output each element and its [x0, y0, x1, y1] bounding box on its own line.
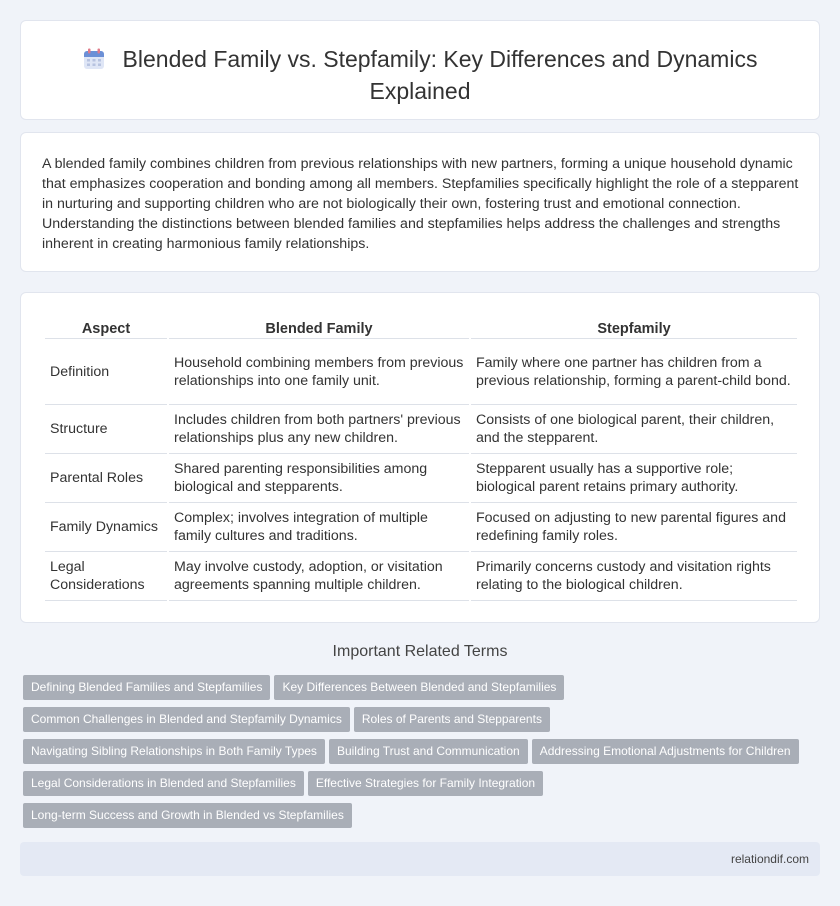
- title-card: [20, 20, 820, 120]
- related-term-tag[interactable]: Effective Strategies for Family Integration: [308, 771, 543, 796]
- table-cell-aspect: Parental Roles: [45, 454, 167, 503]
- table-cell-blended: May involve custody, adoption, or visitation agreements spanning multiple children.: [169, 552, 469, 601]
- table-cell-stepfamily: Consists of one biological parent, their children, and the stepparent.: [471, 405, 797, 454]
- table-row: [45, 503, 797, 552]
- table-cell-stepfamily: Focused on adjusting to new parental figures and redefining family roles.: [471, 503, 797, 552]
- related-term-tag[interactable]: Addressing Emotional Adjustments for Children: [532, 739, 799, 764]
- table-cell-blended: Complex; involves integration of multiple family cultures and traditions.: [169, 503, 469, 552]
- comparison-card: [20, 292, 820, 623]
- footer-site-link[interactable]: relationdif.com: [730, 852, 809, 866]
- related-term-tag[interactable]: Roles of Parents and Stepparents: [354, 707, 550, 732]
- related-term-tag[interactable]: Legal Considerations in Blended and Stepfamilies: [23, 771, 304, 796]
- calendar-icon: [83, 48, 105, 77]
- related-term-tag[interactable]: Navigating Sibling Relationships in Both Family Types: [23, 739, 325, 764]
- footer: [20, 842, 820, 876]
- table-cell-aspect: Legal Considerations: [45, 552, 167, 601]
- table-cell-aspect: Structure: [45, 405, 167, 454]
- table-cell-stepfamily: Family where one partner has children from a previous relationship, forming a parent-child bond.: [471, 339, 797, 405]
- related-terms-list: [23, 675, 813, 835]
- header-aspect: Aspect: [45, 315, 167, 339]
- table-cell-blended: Shared parenting responsibilities among biological and stepparents.: [169, 454, 469, 503]
- table-row: [45, 405, 797, 454]
- intro-card: [20, 132, 820, 272]
- header-blended-family: Blended Family: [169, 315, 469, 339]
- table-row: [45, 339, 797, 405]
- related-terms-title: Important Related Terms: [332, 643, 508, 660]
- table-cell-aspect: Family Dynamics: [45, 503, 167, 552]
- table-cell-aspect: Definition: [45, 339, 167, 405]
- page-title-wrap: [21, 45, 819, 106]
- table-cell-blended: Includes children from both partners' previous relationships plus any new children.: [169, 405, 469, 454]
- table-row: [45, 454, 797, 503]
- intro-paragraph: A blended family combines children from previous relationships with new partners, forming a unique household dynamic that emphasizes cooperation and bonding among all members. Stepfamilies specifically highlight the role of a stepparent in nurturing and supporting children who are not biologically their own, fostering trust and emotional connection. Understanding the distinctions between blended families and stepfamilies helps address the challenges and strengths inherent in creating harmonious family relationships.: [42, 156, 799, 252]
- related-term-tag[interactable]: Long-term Success and Growth in Blended vs Stepfamilies: [23, 803, 352, 828]
- related-term-tag[interactable]: Common Challenges in Blended and Stepfamily Dynamics: [23, 707, 350, 732]
- table-header-row: [45, 315, 797, 339]
- related-term-tag[interactable]: Key Differences Between Blended and Stepfamilies: [274, 675, 564, 700]
- related-term-tag[interactable]: Building Trust and Communication: [329, 739, 528, 764]
- page-title: Blended Family vs. Stepfamily: Key Differences and Dynamics Explained: [122, 46, 758, 104]
- related-term-tag[interactable]: Defining Blended Families and Stepfamilies: [23, 675, 270, 700]
- table-cell-stepfamily: Primarily concerns custody and visitation rights relating to the biological children.: [471, 552, 797, 601]
- table-row: [45, 552, 797, 601]
- comparison-table: [43, 315, 799, 601]
- header-stepfamily: Stepfamily: [471, 315, 797, 339]
- table-cell-stepfamily: Stepparent usually has a supportive role; biological parent retains primary authority.: [471, 454, 797, 503]
- table-cell-blended: Household combining members from previous relationships into one family unit.: [169, 339, 469, 405]
